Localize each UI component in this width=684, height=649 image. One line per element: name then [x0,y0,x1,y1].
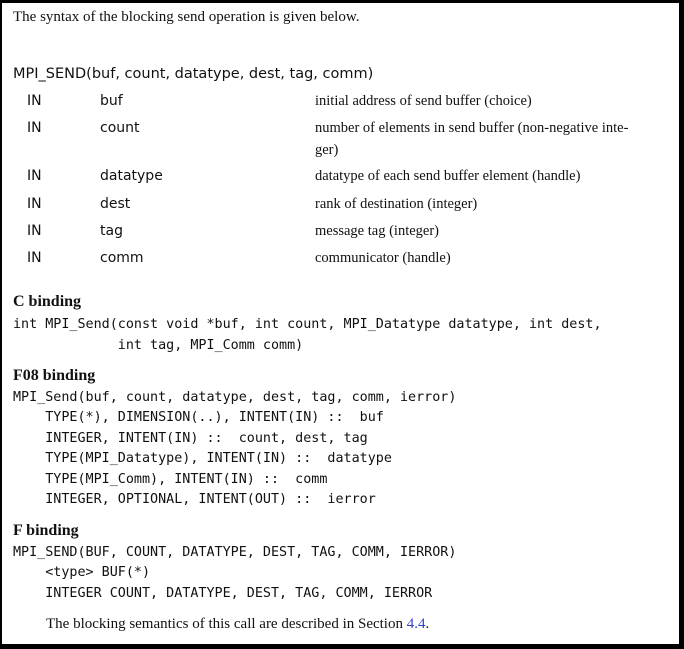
param-desc: message tag (integer) [315,223,440,239]
footer-paragraph [46,616,429,633]
param-desc-part2: ger) [315,142,339,158]
intro-text: The syntax of the blocking send operation is given below. [13,9,360,25]
param-desc: communicator (handle) [315,250,451,266]
footer-period: . [425,616,430,632]
param-dir: IN [27,93,42,109]
param-name: buf [100,93,123,109]
document-page [1,2,680,645]
f08-binding-line: INTEGER, INTENT(IN) :: count, dest, tag [13,431,368,446]
param-name: count [100,120,140,136]
param-desc [315,117,675,161]
param-desc-part1: number of elements in send buffer (non-negative inte- [315,120,629,136]
f08-binding-line: TYPE(*), DIMENSION(..), INTENT(IN) :: buf [13,410,384,425]
f08-binding-line: TYPE(MPI_Comm), INTENT(IN) :: comm [13,472,328,487]
param-dir: IN [27,120,42,136]
f-binding-heading: F binding [13,522,79,539]
function-signature: MPI_SEND(buf, count, datatype, dest, tag, comm) [13,66,374,82]
param-desc: rank of destination (integer) [315,196,478,212]
param-name: datatype [100,168,163,184]
param-dir: IN [27,250,42,266]
f08-binding-heading: F08 binding [13,367,96,384]
param-desc: initial address of send buffer (choice) [315,93,532,109]
f08-binding-line: INTEGER, OPTIONAL, INTENT(OUT) :: ierror [13,492,376,507]
section-link[interactable]: 4.4 [406,616,426,632]
param-name: comm [100,250,144,266]
f08-binding-line: MPI_Send(buf, count, datatype, dest, tag, comm, ierror) [13,390,457,405]
c-binding-heading: C binding [13,293,82,310]
footer-text: The blocking semantics of this call are described in Section [46,616,407,632]
param-desc: datatype of each send buffer element (handle) [315,168,581,184]
param-name: tag [100,223,123,239]
param-dir: IN [27,223,42,239]
param-dir: IN [27,196,42,212]
param-dir: IN [27,168,42,184]
f-binding-line: MPI_SEND(BUF, COUNT, DATATYPE, DEST, TAG, COMM, IERROR) [13,545,457,560]
f-binding-line: <type> BUF(*) [13,565,151,580]
c-binding-line: int tag, MPI_Comm comm) [13,338,304,353]
f-binding-line: INTEGER COUNT, DATATYPE, DEST, TAG, COMM, IERROR [13,586,433,601]
param-name: dest [100,196,131,212]
f08-binding-line: TYPE(MPI_Datatype), INTENT(IN) :: datatype [13,451,392,466]
c-binding-line: int MPI_Send(const void *buf, int count, MPI_Datatype datatype, int dest, [13,317,602,332]
